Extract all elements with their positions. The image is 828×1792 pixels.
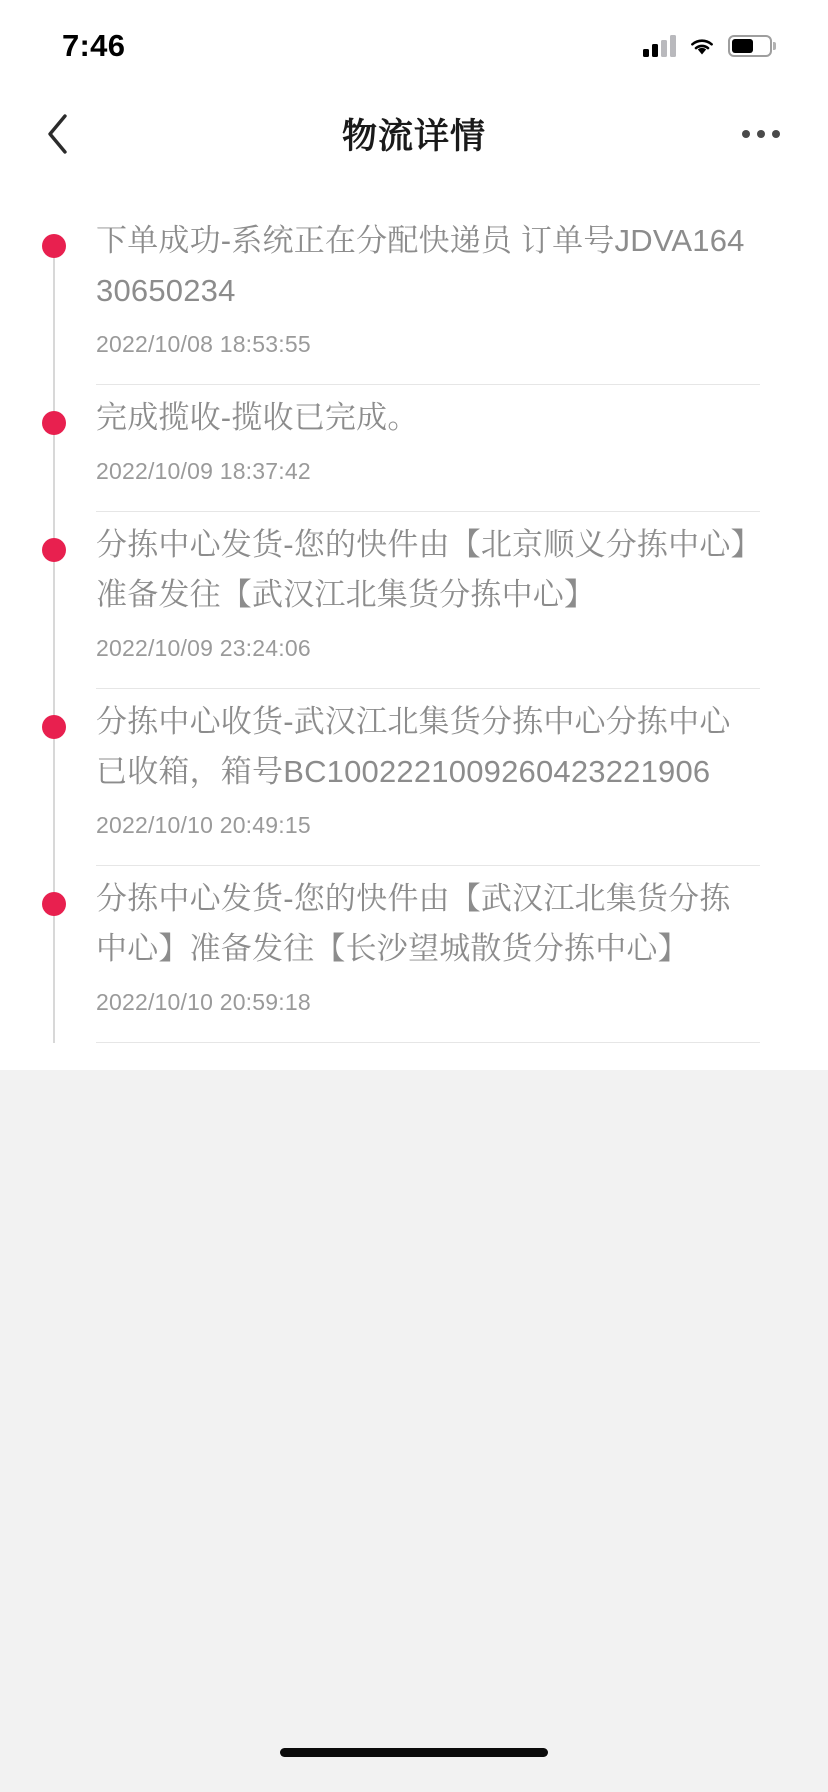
timeline-event-body	[96, 208, 828, 384]
timeline-divider	[96, 1042, 760, 1043]
timeline-event-body	[96, 512, 828, 688]
timeline-dot-column	[34, 208, 96, 384]
timeline-dot-icon	[42, 234, 66, 258]
status-bar-indicators	[643, 31, 772, 57]
timeline-event-body	[96, 866, 828, 1042]
battery-icon	[728, 35, 772, 57]
timeline-event-time: 2022/10/10 20:59:18	[96, 989, 311, 1015]
timeline-event-text: 完成揽收-揽收已完成。	[96, 400, 419, 435]
timeline-event-text: 分拣中心发货-您的快件由【北京顺义分拣中心】准备发往【武汉江北集货分拣中心】	[96, 527, 747, 612]
timeline-dot-column	[34, 385, 96, 511]
logistics-timeline-container[interactable]	[0, 180, 828, 1070]
timeline-event[interactable]	[0, 689, 828, 865]
timeline-event-body	[96, 689, 828, 865]
timeline-dot-icon	[42, 892, 66, 916]
timeline-dot-icon	[42, 411, 66, 435]
wifi-icon	[687, 35, 717, 57]
timeline-event-time: 2022/10/09 18:37:42	[96, 458, 311, 484]
timeline-event-time: 2022/10/09 23:24:06	[96, 635, 311, 661]
status-bar-time: 7:46	[62, 28, 126, 63]
timeline-event[interactable]	[0, 385, 828, 511]
timeline-dot-column	[34, 866, 96, 1042]
home-indicator-area	[0, 1732, 828, 1792]
timeline-event-time: 2022/10/10 20:49:15	[96, 812, 311, 838]
page-title: 物流详情	[341, 117, 486, 156]
cellular-signal-icon	[643, 35, 676, 57]
status-bar	[0, 0, 828, 88]
timeline-event-text: 分拣中心发货-您的快件由【武汉江北集货分拣中心】准备发往【长沙望城散货分拣中心】	[96, 881, 731, 966]
back-button[interactable]	[26, 102, 90, 166]
timeline-event[interactable]	[0, 208, 828, 384]
timeline-event-body	[96, 385, 828, 511]
timeline-event-text: 下单成功-系统正在分配快递员 订单号JDVA16430650234	[96, 223, 745, 308]
timeline-dot-column	[34, 689, 96, 865]
home-indicator[interactable]	[280, 1748, 548, 1757]
timeline-event[interactable]	[0, 512, 828, 688]
timeline-event-time: 2022/10/08 18:53:55	[96, 331, 311, 357]
timeline-dot-icon	[42, 538, 66, 562]
more-options-icon[interactable]	[730, 103, 792, 165]
timeline-dot-icon	[42, 715, 66, 739]
navigation-bar	[0, 88, 828, 180]
page-background-filler	[0, 1070, 828, 1732]
logistics-timeline	[0, 180, 828, 1043]
timeline-dot-column	[34, 512, 96, 688]
timeline-event[interactable]	[0, 866, 828, 1042]
timeline-event-text: 分拣中心收货-武汉江北集货分拣中心分拣中心已收箱，箱号BC1002221009260423221906	[96, 704, 731, 789]
